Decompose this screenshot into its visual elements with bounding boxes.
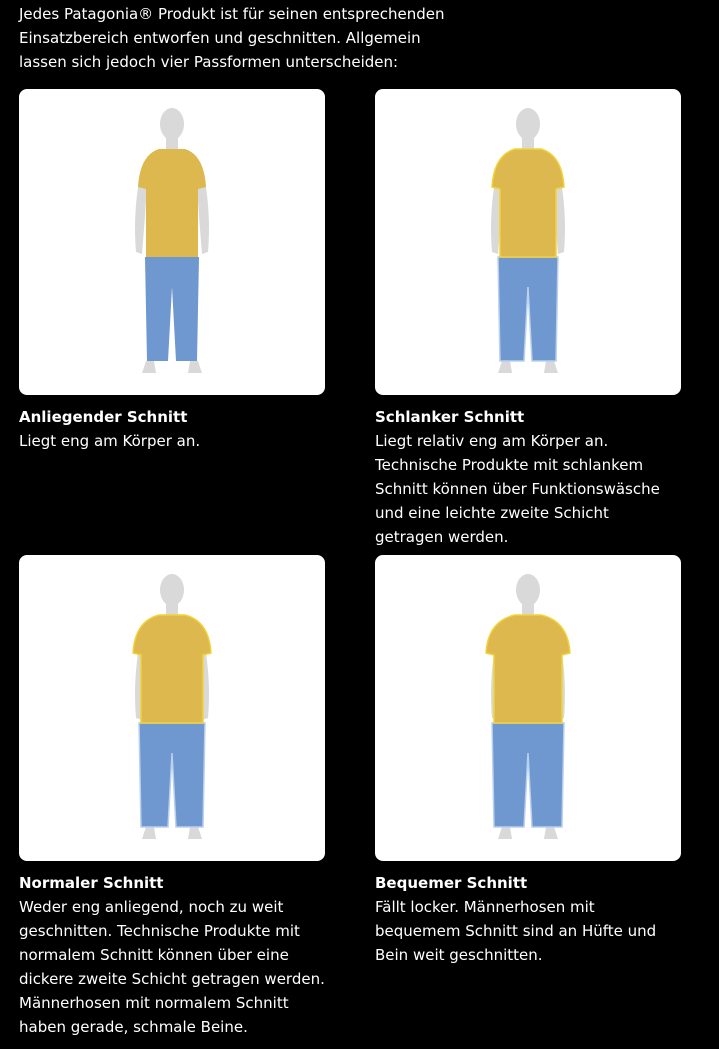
neck-shape — [522, 136, 534, 150]
fit-description: Fällt locker. Männerhosen mit bequemem Schnitt sind an Hüfte und Bein weit geschnitten. — [375, 898, 657, 964]
right-foot-shape — [544, 827, 558, 839]
fit-card-fitted — [19, 89, 325, 453]
head-shape — [516, 574, 540, 606]
shirt-shape — [492, 149, 564, 257]
fit-description: Liegt relativ eng am Körper an. Technische Produkte mit schlankem Schnitt können über Funktionswäsche und eine leichte zweite Schicht getragen werden. — [375, 432, 660, 546]
neck-shape — [166, 602, 178, 616]
head-shape — [516, 108, 540, 140]
pants-shape — [492, 723, 564, 827]
left-foot-shape — [142, 361, 156, 373]
intro-text: Jedes Patagonia® Produkt ist für seinen entsprechenden Einsatzbereich entworfen und geschnitten. Allgemein lassen sich jedoch vier Passformen unterscheiden: — [19, 5, 445, 71]
shirt-shape — [133, 615, 211, 723]
shirt-shape — [486, 615, 570, 723]
right-foot-shape — [188, 361, 202, 373]
fit-image-tile — [19, 89, 325, 395]
right-foot-shape — [544, 361, 558, 373]
fit-card-slim — [375, 89, 681, 549]
fit-image-tile — [19, 555, 325, 861]
left-foot-shape — [498, 361, 512, 373]
fit-title: Schlanker Schnitt — [375, 408, 525, 426]
relaxed-figure-icon — [468, 573, 588, 843]
regular-figure-icon — [112, 573, 232, 843]
head-shape — [160, 574, 184, 606]
neck-shape — [522, 602, 534, 616]
fit-image-tile — [375, 89, 681, 395]
pants-shape — [139, 723, 205, 827]
head-shape — [160, 108, 184, 140]
fit-title: Normaler Schnitt — [19, 874, 164, 892]
pants-shape — [498, 257, 558, 361]
shirt-shape — [138, 149, 206, 257]
right-arm-shape — [197, 181, 209, 254]
fit-card-relaxed — [375, 555, 681, 967]
fit-title: Anliegender Schnitt — [19, 408, 188, 426]
right-foot-shape — [188, 827, 202, 839]
fit-image-tile — [375, 555, 681, 861]
neck-shape — [166, 136, 178, 150]
fit-description: Liegt eng am Körper an. — [19, 432, 201, 450]
left-arm-shape — [135, 181, 147, 254]
fit-card-regular — [19, 555, 325, 1039]
fit-title: Bequemer Schnitt — [375, 874, 528, 892]
slim-figure-icon — [468, 107, 588, 377]
fit-description: Weder eng anliegend, noch zu weit geschnitten. Technische Produkte mit normalem Schnitt können über eine dickere zweite Schicht getragen werden. Männerhosen mit normalem Schnitt haben gerade, schmale Beine. — [19, 898, 325, 1036]
left-foot-shape — [498, 827, 512, 839]
fitted-figure-icon — [112, 107, 232, 377]
left-foot-shape — [142, 827, 156, 839]
pants-shape — [145, 257, 199, 361]
